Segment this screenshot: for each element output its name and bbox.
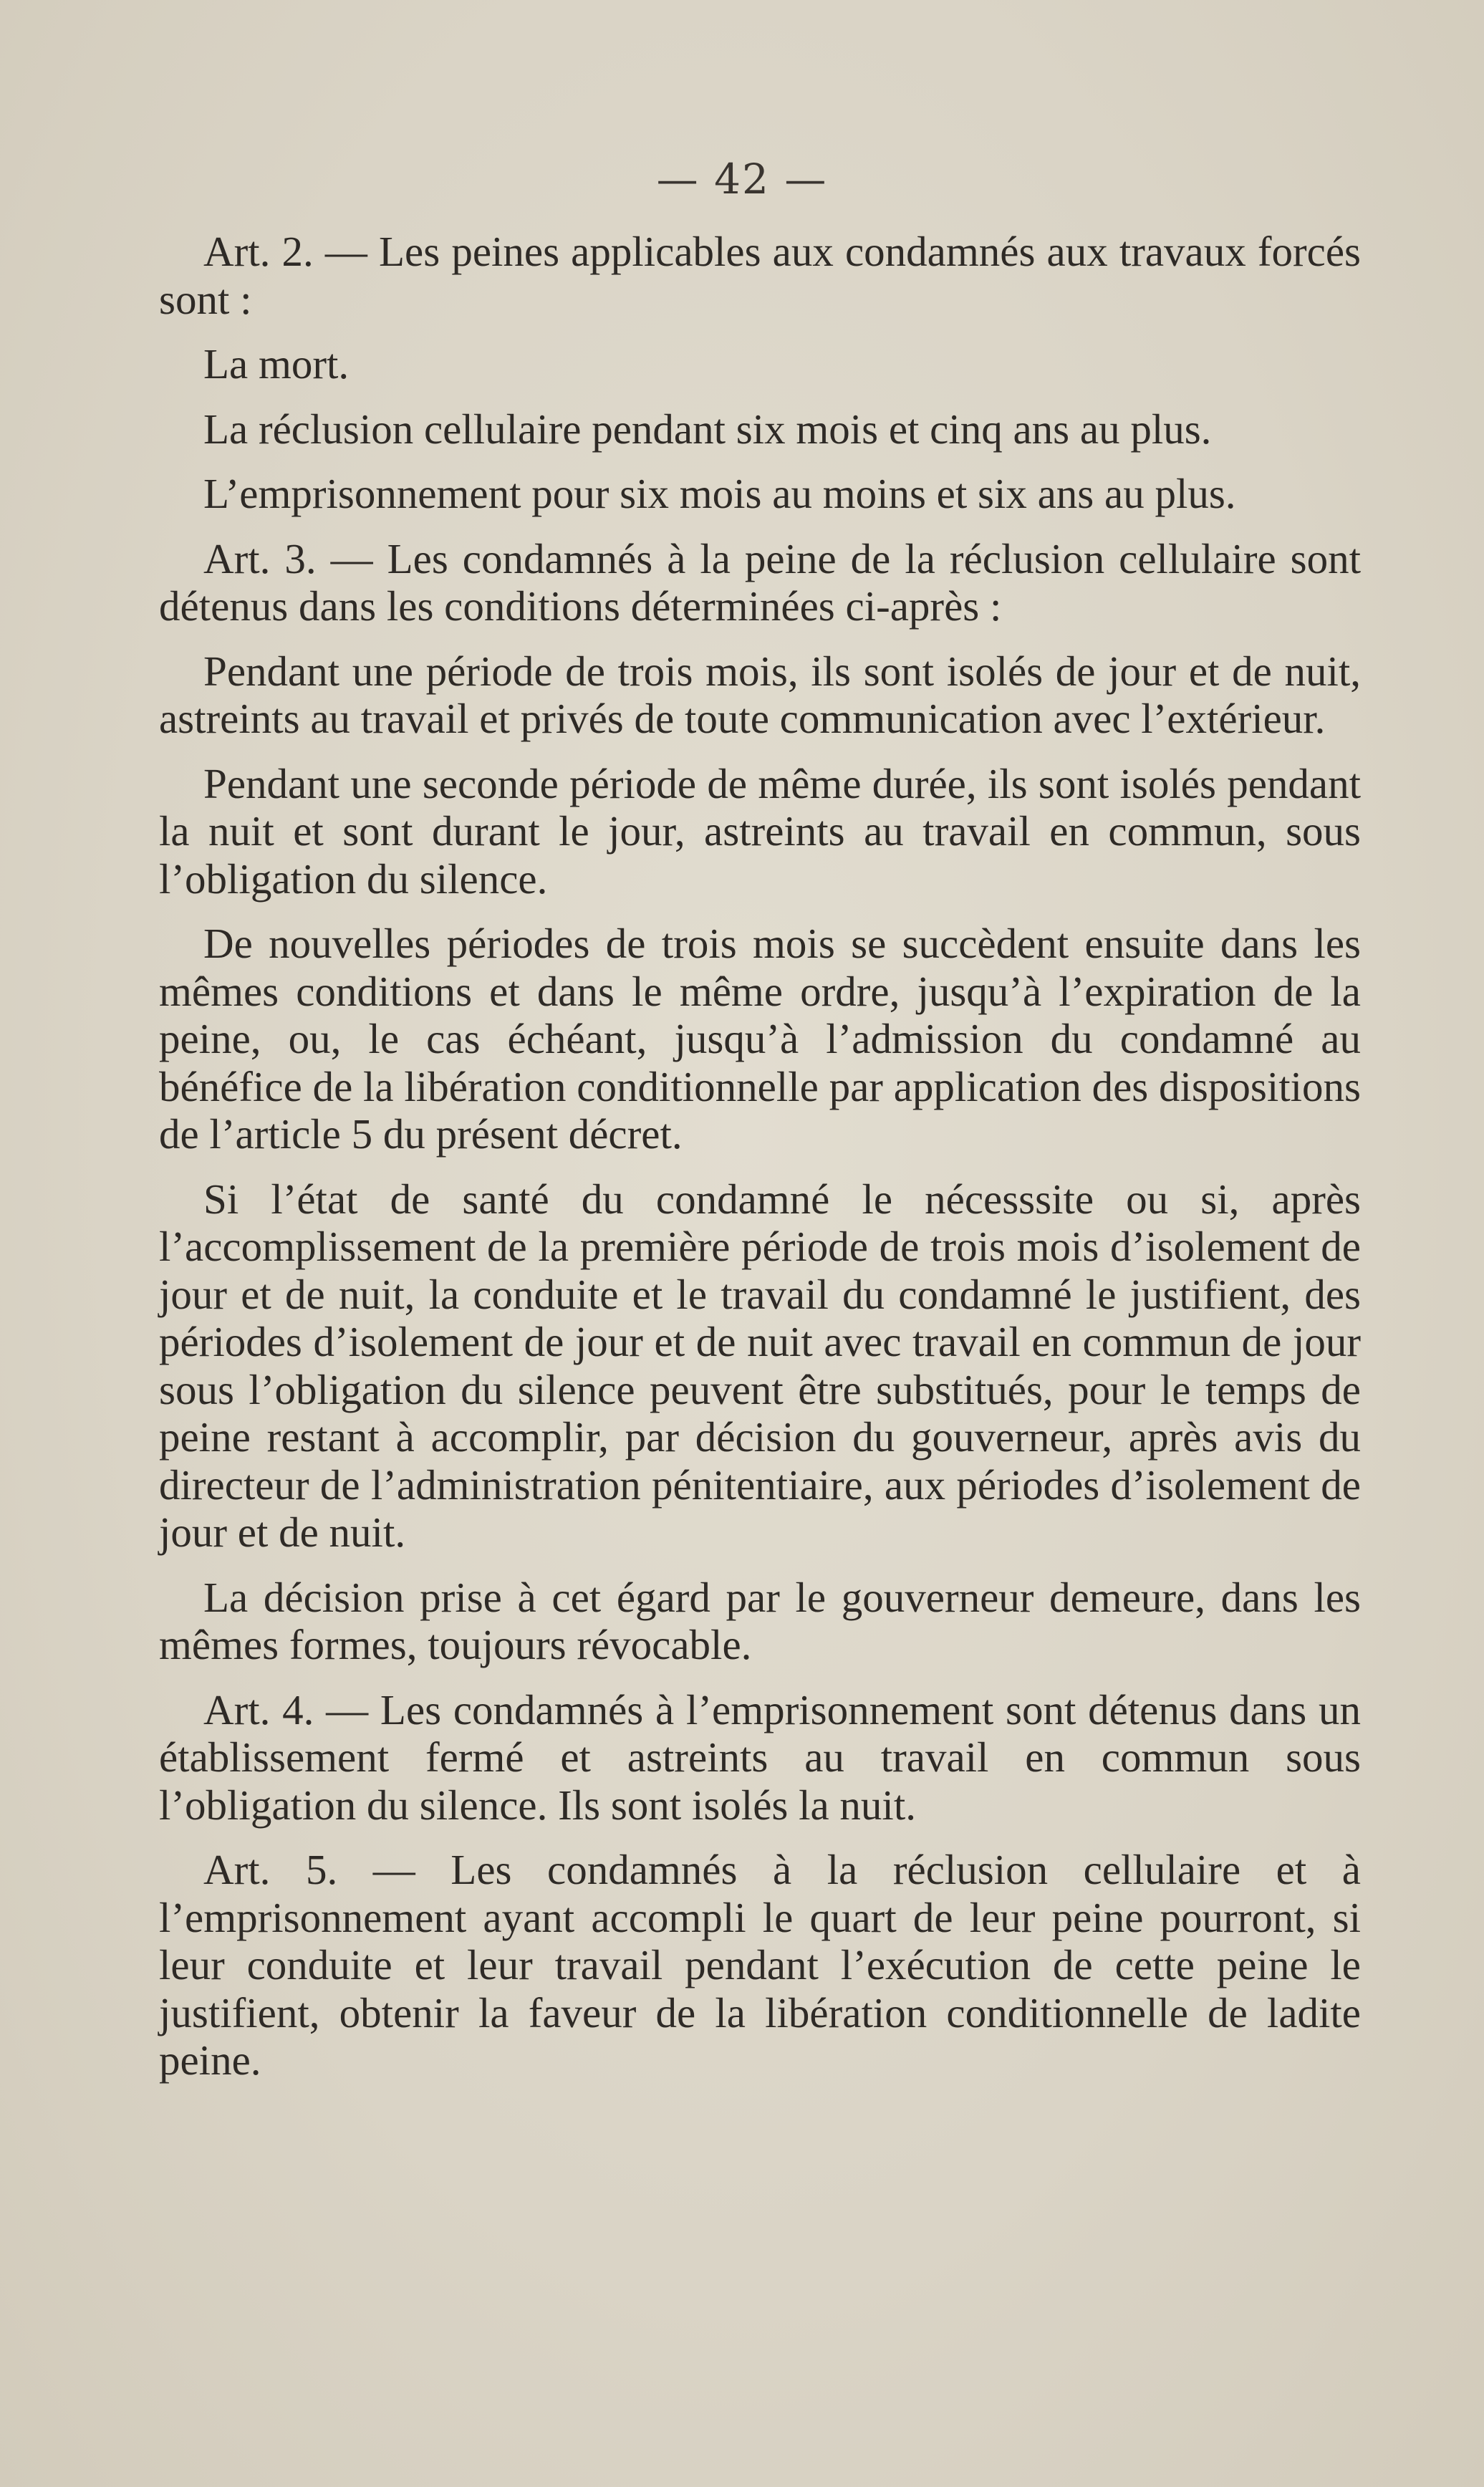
paragraph-reclusion: La réclusion cellulaire pendant six mois et cinq ans au plus. bbox=[203, 405, 1212, 453]
paragraph-art-5: Art. 5. — Les condamnés à la réclusion cellulaire et à l’emprisonnement ayant accompli le quart de leur peine pourront, si leur conduite et leur travail pendant l’exécution de cette peine le justifient, obtenir la faveur de la libération conditionnelle de ladite peine. bbox=[159, 1846, 1361, 2084]
body-text bbox=[159, 228, 1361, 2084]
paragraph-emprisonnement: L’emprisonnement pour six mois au moins et six ans au plus. bbox=[203, 470, 1236, 517]
page-number: — 42 — bbox=[656, 155, 828, 203]
paragraph-second-period: Pendant une seconde période de même durée, ils sont isolés pendant la nuit et sont durant le jour, astreints au travail en commun, sous l’obligation du silence. bbox=[159, 759, 1361, 903]
paragraph-first-period: Pendant une période de trois mois, ils sont isolés de jour et de nuit, astreints au travail et privés de toute communication avec l’extérieur. bbox=[159, 647, 1361, 742]
paragraph-art-3: Art. 3. — Les condamnés à la peine de la réclusion cellulaire sont détenus dans les conditions déterminées ci-après : bbox=[159, 534, 1361, 630]
paragraph-la-mort: La mort. bbox=[203, 340, 350, 388]
paragraph-decision: La décision prise à cet égard par le gouverneur demeure, dans les mêmes formes, toujours révocable. bbox=[159, 1573, 1361, 1668]
paragraph-art-4: Art. 4. — Les condamnés à l’emprisonnement sont détenus dans un établissement fermé et astreints au travail en commun sous l’obligation du silence. Ils sont isolés la nuit. bbox=[159, 1685, 1361, 1829]
paragraph-new-periods: De nouvelles périodes de trois mois se succèdent ensuite dans les mêmes conditions et dans le même ordre, jusqu’à l’expiration de la peine, ou, le cas échéant, jusqu’à l’admission du condamné au bénéfice de la libération conditionnelle par application des dispositions de l’article 5 du présent décret. bbox=[159, 920, 1361, 1158]
paragraph-art-2: Art. 2. — Les peines applicables aux condamnés aux travaux forcés sont : bbox=[159, 228, 1361, 323]
paragraph-health-state: Si l’état de santé du condamné le nécesssite ou si, après l’accomplissement de la première période de trois mois d’isolement de jour et de nuit, la conduite et le travail du condamné le justifient, des périodes d’isolement de jour et de nuit avec travail en commun de jour sous l’obligation du silence peuvent être substitués, pour le temps de peine restant à accomplir, par décision du gouverneur, après avis du directeur de l’administration pénitentiaire, aux périodes d’isolement de jour et de nuit. bbox=[159, 1175, 1361, 1556]
